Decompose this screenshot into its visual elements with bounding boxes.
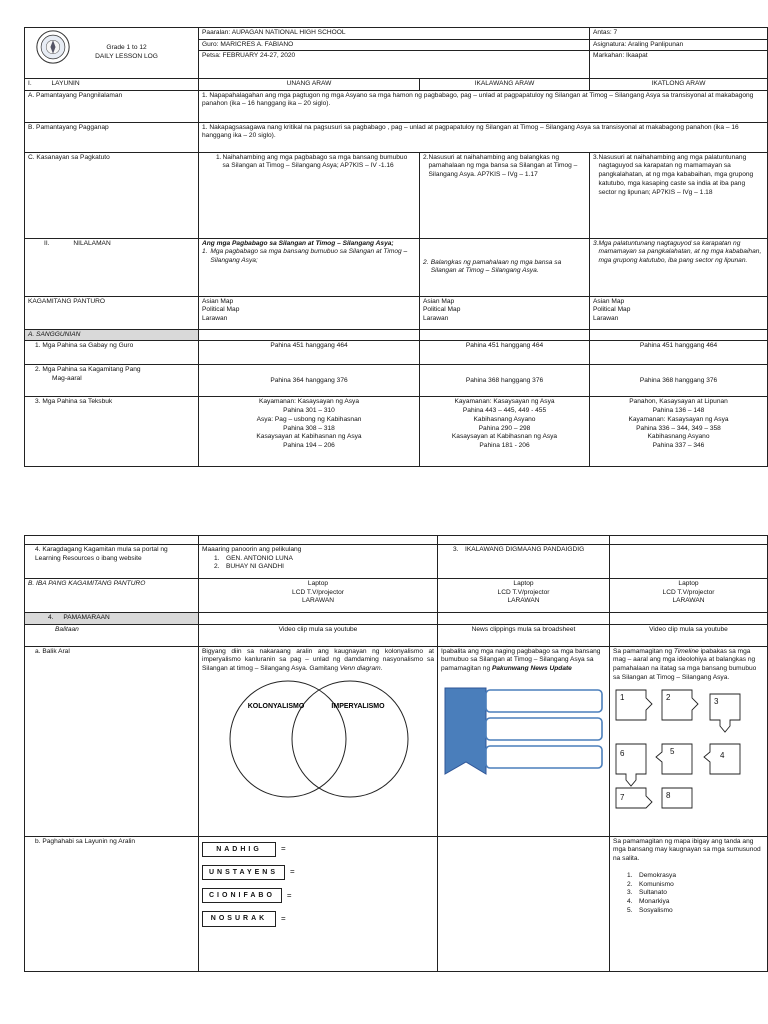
balik-aral-text-2 [441,648,606,674]
larawan-1: Larawan [202,315,228,323]
nilalaman-num-2: 2. [423,258,429,266]
teksbuk-line: Pahina 194 – 206 [283,441,335,449]
jumbled-word-1: NADHIG [202,842,276,857]
school-info-cell [199,28,590,79]
subject: Asignatura: Araling Panlipunan [590,40,767,52]
ideology-item: Sosyalismo [639,906,673,914]
teksbuk-day1 [199,397,420,467]
larawan-3: Larawan [593,315,619,323]
equals-sign: = [290,867,295,877]
teksbuk-day2 [420,397,590,467]
gabay-guro-day3: Pahina 451 hanggang 464 [590,341,768,365]
balik-aral-day1 [199,646,438,836]
equals-sign: = [281,844,286,854]
iba-kagamitan-day3 [610,579,768,613]
kagamitang-label-line1: 2. Mga Pahina sa Kagamitang Pang [35,366,141,374]
pamamaraan-title: PAMAMARAAN [63,614,110,621]
header-title-cell [25,28,199,79]
kagamitang-pang-magaaral-label [25,365,199,397]
jumbled-word-row [202,907,434,930]
daily-lesson-log-table-page2 [24,535,768,972]
teksbuk-line: Pahina 136 – 148 [652,407,705,415]
jumbled-word-row [202,861,434,884]
kagamitang-magaaral-day3: Pahina 368 hanggang 376 [590,365,768,397]
nilalaman-item-1: Mga pagbabago sa mga bansang bumubuo sa Silangan at Timog – Silangang Asya; [210,248,408,265]
political-map-2: Political Map [423,306,461,314]
section-num: I. [28,80,32,87]
timeline-step-1: 1 [620,692,625,702]
balitaan-day3: Video clip mula sa youtube [610,624,768,646]
quarter: Markahan: Ikaapat [593,52,648,60]
teksbuk-line: Kasaysayan at Kabihasnan ng Asya [256,433,362,441]
larawan-2: LARAWAN [507,597,540,605]
teksbuk-line: Pahina 443 – 445, 449 - 455 [462,407,547,415]
asian-map-3: Asian Map [593,297,625,305]
mapa-instruction: Sa pamamagitan ng mapa ibigay ang tanda ang mga bansang may kaugnayan sa mga sumusunod na salita. [613,837,761,863]
pelikula-num-1: 1. [214,554,220,562]
pamantayang-pagganap-text: 1. Nakapagsasagawa nang kritikal na pagsusuri sa pagbabago , pag – unlad at pagpapatuloy ng Silangan at Timog – Silangang Asya sa transisyonal at makabagong panahon (ika – 16 hanggang ika – 20 siglo). [199,122,768,152]
teksbuk-line: Kabihasnang Asyano [473,415,536,423]
jumbled-word-row [202,838,434,861]
teksbuk-line: Pahina 290 – 298 [478,424,531,432]
teksbuk-line: Kabihasnang Asyano [647,433,710,441]
pelikula-3: IKALAWANG DIGMAANG PANDAIGDIG [465,546,585,553]
paghahabi-day3 [610,836,768,971]
ideology-num: 1. [627,871,633,879]
pamantayang-pagganap-label: B. Pamantayang Pagganap [25,122,199,152]
section-layunin-header [25,79,199,91]
ideology-item: Komunismo [639,880,674,888]
pelikula-num-3: 3. [453,546,459,553]
laptop-2: Laptop [513,580,534,587]
iba-kagamitan-day1 [199,579,438,613]
pamantayang-pangnilalaman-label: A. Pamantayang Pangnilalaman [25,90,199,122]
kagamitan-day3 [590,296,768,329]
balik-aral-day3 [610,646,768,836]
balik-aral-day2 [438,646,610,836]
ideology-num: 5. [627,906,633,914]
venn-diagram-label: Venn diagram. [339,665,383,673]
pamamaraan-header [25,613,199,625]
timeline-step-3: 3 [714,696,719,706]
nilalaman-day3 [590,238,768,296]
teksbuk-line: Kayamanan: Kasaysayan ng Asya [628,415,729,423]
kasanayan-day3 [590,152,768,238]
nilalaman-item-2: Balangkas ng pamahalaan ng mga bansa sa Silangan at Timog – Silangang Asya. [430,258,562,275]
ideology-item: Sultanato [639,889,667,897]
pamantayang-pangnilalaman-text: 1. Napapahalagahan ang mga pagtugon ng mga Asyano sa mga hamon ng pagbabago, pag – unlad at pagpapatuloy ng Silangan at Timog – Silangang Asya sa transisyonal at makabagong panahon (ika – 16 hanggang ika – 20 siglo). [199,90,768,122]
teksbuk-line: Pahina 301 – 310 [283,407,335,415]
teksbuk-line: Pahina 336 – 344, 349 – 358 [636,424,721,432]
karagdagang-day1 [199,545,438,579]
balitaan-day1: Video clip mula sa youtube [199,624,438,646]
venn-left-label: KOLONYALISMO [247,702,305,710]
nilalaman-day2 [420,238,590,296]
kagamitan-day2 [420,296,590,329]
lesson-date: Petsa: FEBRUARY 24-27, 2020 [202,52,296,60]
venn-right-circle [292,681,408,797]
venn-left-circle [230,681,346,797]
asian-map-1: Asian Map [202,297,234,305]
teksbuk-line: Kayamanan: Kasaysayan ng Asya [258,398,360,406]
news-update-desc: Ipabalita ang mga naging pagbabago sa mga bansang bumubuo sa Silangan at Timog – Silangang Asya sa pamamagitan ng [441,647,601,673]
laptop-1: Laptop [307,580,329,587]
equals-sign: = [286,890,292,900]
day2-header: IKALAWANG ARAW [420,79,590,91]
sanggunian-label: A. SANGGUNIAN [25,329,199,341]
teksbuk-line: Kayamanan: Kasaysayan ng Asya [454,398,555,406]
equals-sign: = [281,913,286,923]
teacher-name: Guro: MARICRES A. FABIANO [199,40,589,52]
kasanayan-day1 [199,152,420,238]
grade-level: Antas: 7 [590,28,767,40]
section-title: LAYUNIN [51,80,80,87]
ideology-item: Demokrasya [639,871,677,879]
balik-aral-label: a. Balik Aral [25,646,199,836]
school-name: Paaralan: AUPAGAN NATIONAL HIGH SCHOOL [199,28,589,40]
timeline-step-7: 7 [620,792,625,802]
jumbled-word-4: NOSURAK [202,911,276,926]
gabay-guro-label: 1. Mga Pahina sa Gabay ng Guro [25,341,199,365]
teksbuk-label: 3. Mga Pahina sa Teksbuk [25,397,199,467]
teksbuk-line: Pahina 337 – 346 [652,441,705,449]
timeline-label: Timeline [673,647,699,655]
day1-header: UNANG ARAW [199,79,420,91]
nilalaman-num-1: 1. [202,248,208,256]
timeline-pre: Sa pamamagitan ng [613,647,673,655]
nilalaman-num-3: 3. [593,239,599,247]
timeline-step-5: 5 [670,746,675,756]
paghahabi-day2 [438,836,610,971]
kagamitan-day1 [199,296,420,329]
news-update-graphic [442,686,606,776]
teksbuk-line: Pahina 181 - 206 [479,441,530,449]
timeline-text: ipabakas sa mga mag – aaral ang mga ideolohiya at balangkas ng pamahalaan na itatag sa mga bansang bumubuo sa Silangan at Timog – Silangang Asya. [613,647,757,681]
pelikula-num-2: 2. [214,563,220,571]
kasanayan-label: C. Kasanayan sa Pagkatuto [25,152,199,238]
nilalaman-day1 [199,238,420,296]
section-num: II. [44,239,50,247]
balik-aral-text-1 [202,648,434,674]
political-map-1: Political Map [202,306,240,314]
iba-kagamitan-day2 [438,579,610,613]
kasanayan-text-2: Nasusuri at naihahambing ang balangkas ng pamahalaan ng mga bansa sa Silangan at Timog – Silangang Asya. AP7KIS – IVg – 1.17 [428,153,578,179]
larawan-1: LARAWAN [301,597,335,605]
pelikula-1: GEN. ANTONIO LUNA [226,554,293,562]
jumbled-word-row [202,884,434,907]
teksbuk-line: Kasaysayan at Kabihasnan ng Asya [451,433,558,441]
teksbuk-line: Pahina 308 – 318 [283,424,335,432]
section-title: NILALAMAN [73,239,111,247]
venn-diagram [218,676,418,804]
kasanayan-text-1: Naihahambing ang mga pagbabago sa mga bansang bumubuo sa Silangan at Timog – Silangang Asya; AP7KIS – IV -1.16 [222,153,408,170]
karagdagang-day2 [438,545,610,579]
ideology-num: 3. [627,889,633,897]
kagamitang-panturo-label: KAGAMITANG PANTURO [25,296,199,329]
grade-label: Grade 1 to 12 [106,44,147,52]
pamamaraan-num: 4. [48,614,54,621]
ideology-num: 4. [627,897,633,905]
balik-aral-desc: Bigyang diin sa nakaraang aralin ang kaugnayan ng kolonyalismo at imperyalismo kanluranin sa pag – unlad ng damdaming nasyonalismo sa Silangan at timog – Silangang Asya. Gamitang [202,647,434,673]
timeline-diagram [614,686,766,810]
iba-pang-kagamitan-label: B. IBA PANG KAGAMITANG PANTURO [25,579,199,613]
gabay-guro-day2: Pahina 451 hanggang 464 [420,341,590,365]
log-title: DAILY LESSON LOG [95,53,158,60]
ideology-item: Monarkiya [639,897,670,905]
kasanayan-num-3: 3. [593,153,599,161]
pelikula-intro: Maaaring panoorin ang pelikulang [202,546,302,553]
class-info-cell [590,28,768,79]
timeline-desc [613,648,764,683]
asian-map-2: Asian Map [423,297,455,305]
balitaan-day2: News clippings mula sa broadsheet [438,624,610,646]
jumbled-word-2: UNSTAYENS [202,865,285,880]
balitaan-label: Balitaan [25,624,199,646]
paghahabi-layunin-label: b. Paghahabi sa Layunin ng Aralin [25,836,199,971]
teksbuk-line: Panahon, Kasaysayan at Lipunan [629,398,728,406]
teksbuk-day3 [590,397,768,467]
larawan-2: Larawan [423,315,449,323]
kasanayan-num-1: 1. [216,153,222,161]
paghahabi-day1 [199,836,438,971]
kagamitang-magaaral-day2: Pahina 368 hanggang 376 [420,365,590,397]
kasanayan-num-2: 2. [423,153,429,161]
kasanayan-day2 [420,152,590,238]
laptop-3: Laptop [678,580,699,587]
nilalaman-title: Ang mga Pagbabago sa Silangan at Timog – Silangang Asya; [202,239,394,247]
day3-header: IKATLONG ARAW [590,79,768,91]
timeline-step-4: 4 [720,750,725,760]
larawan-3: LARAWAN [672,597,705,605]
kasanayan-text-3: Nasusuri at naihahambing ang mga palatuntunang nagtaguyod sa karapatan ng mamamayan sa pangkalahatan, at ng mga kababaihan, mga grupong katutubo, mga kasaping caste sa india at iba pang sector ng lipunan; AP7KIS – IVg – 1.18 [598,153,754,196]
kagamitang-magaaral-day1: Pahina 364 hanggang 376 [199,365,420,397]
kagamitang-label-line2: Mag-aaral [52,375,82,383]
gabay-guro-day1: Pahina 451 hanggang 464 [199,341,420,365]
timeline-step-6: 6 [620,748,625,758]
karagdagang-kagamitan-label: 4. Karagdagang Kagamitan mula sa portal ng Learning Resources o ibang website [25,545,199,579]
ideology-list [613,872,764,916]
lcd-3: LCD T.V/projector [662,588,715,596]
political-map-3: Political Map [593,306,631,314]
jumbled-word-3: CIONIFABO [202,888,282,903]
ideology-num: 2. [627,880,633,888]
venn-right-label: IMPERYALISMO [331,702,385,710]
news-update-label: Pakunwang News Update [491,665,572,673]
timeline-step-2: 2 [666,692,671,702]
nilalaman-item-3: Mga palatuntunang nagtaguyod sa karapatan ng mamamayan sa pangkalahatan, at ng mga kababaihan, mga grupong katutubo, iba pang sector ng lipunan. [598,239,762,265]
teksbuk-line: Asya: Pag – usbong ng Kabihasnan [256,415,362,423]
pelikula-2: BUHAY NI GANDHI [226,563,285,571]
timeline-step-8: 8 [666,790,671,800]
lcd-2: LCD T.V/projector [497,588,550,596]
daily-lesson-log-table-page1 [24,27,768,467]
lcd-1: LCD T.V/projector [292,588,344,596]
section-nilalaman-header [25,238,199,296]
